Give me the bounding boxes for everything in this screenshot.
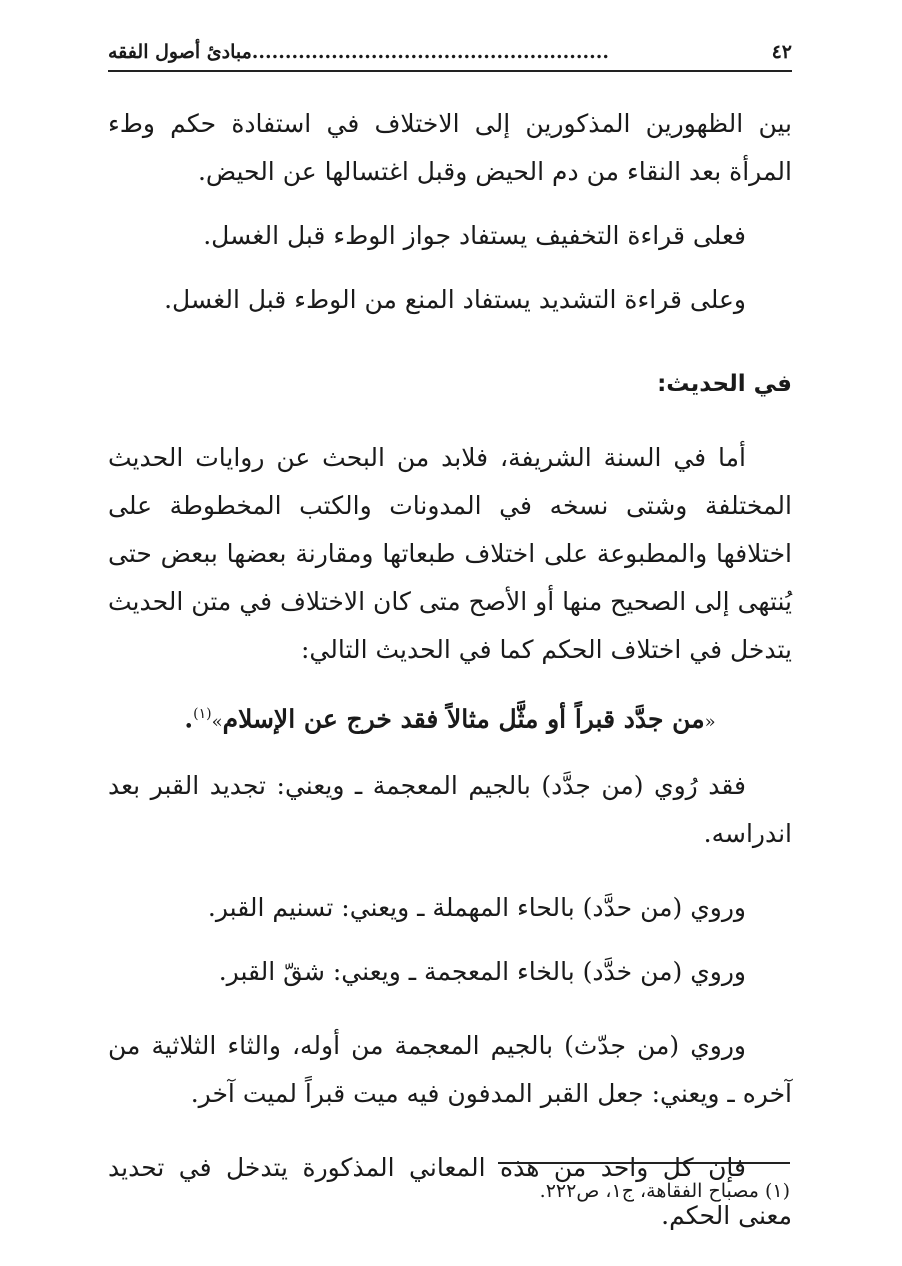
- paragraph-5: فقد رُوي (من جدَّد) بالجيم المعجمة ـ ويعني: تجديد القبر بعد اندراسه.: [108, 771, 792, 849]
- paragraph-4: أما في السنة الشريفة، فلابد من البحث عن روايات الحديث المختلفة وشتى نسخه في المدونات والكتب المخطوطة على اختلافها والمطبوعة على اختلاف طبعاتها ومقارنة بعضها ببعض حتى يُنتهى إلى الصحيح منها أو الأصح متى كان الاختلاف في متن الحديث يتدخل في اختلاف الحكم كما في الحديث التالي:: [108, 443, 792, 664]
- paragraph-6: وروي (من حدَّد) بالحاء المهملة ـ ويعني: تسنيم القبر.: [207, 893, 746, 923]
- paragraph-8: وروي (من جدّث) بالجيم المعجمة من أوله، والثاء الثلاثية من آخره ـ ويعني: جعل القبر المدفون فيه ميت قبراً لميت آخر.: [108, 1031, 792, 1109]
- paragraph-2: فعلى قراءة التخفيف يستفاد جواز الوطء قبل الغسل.: [203, 221, 746, 250]
- quote-open-mark: «: [704, 711, 716, 733]
- section-heading: في الحديث:: [657, 371, 792, 397]
- paragraph-1: بين الظهورين المذكورين إلى الاختلاف في استفادة حكم وطء المرأة بعد النقاء من دم الحيض وقبل اغتسالها عن الحيض.: [108, 109, 792, 186]
- quote-text: من جدَّد قبراً أو مثَّل مثالاً فقد خرج عن الإسلام: [222, 704, 705, 734]
- running-title: ......................................................مبادئ أصول الفقه: [108, 41, 609, 63]
- quote-close-mark: »: [211, 711, 223, 733]
- body-text: [108, 100, 792, 1240]
- footnote: (١) مصباح الفقاهة، ج١، ص٢٢٢.: [539, 1180, 790, 1202]
- paragraph-9: فإن كل واحد من هذه المعاني المذكورة يتدخل في تحديد معنى الحكم.: [108, 1153, 792, 1231]
- paragraph-3: وعلى قراءة التشديد يستفاد المنع من الوطء قبل الغسل.: [164, 285, 746, 314]
- paragraph-7: وروي (من خدَّد) بالخاء المعجمة ـ ويعني: شقّ القبر.: [218, 957, 746, 987]
- page-number: ٤٢: [771, 41, 792, 63]
- hadith-quote: [108, 690, 792, 746]
- page-header: [108, 34, 792, 72]
- quote-end-period: .: [184, 704, 194, 734]
- footnote-divider: [498, 1162, 790, 1164]
- footnote-reference[interactable]: (١): [193, 706, 212, 722]
